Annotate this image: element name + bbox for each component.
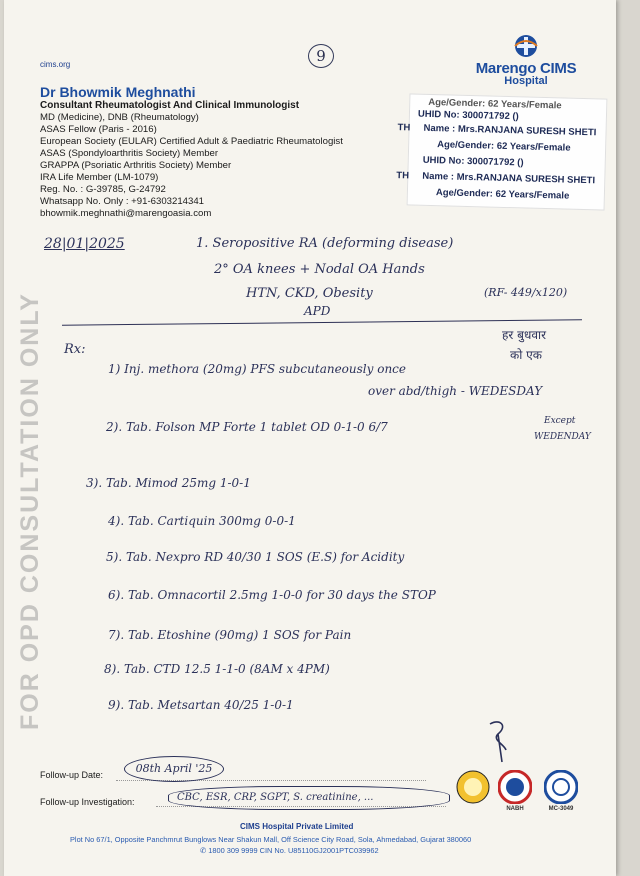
accreditation-badge-icon — [456, 770, 490, 804]
medication-line: 2). Tab. Folson MP Forte 1 tablet OD 0-1-0 6/7 — [106, 420, 388, 434]
medication-line: 8). Tab. CTD 12.5 1-1-0 (8AM x 4PM) — [104, 662, 330, 676]
sticker-name: Name : Mrs.RANJANA SURESH SHETI — [422, 170, 596, 187]
diagnosis-line: HTN, CKD, Obesity — [246, 286, 373, 301]
hospital-sub: Hospital — [504, 75, 548, 87]
watermark: FOR OPD CONSULTATION ONLY — [16, 292, 44, 730]
diagnosis-line: 2° OA knees + Nodal OA Hands — [214, 262, 425, 277]
footer-company: CIMS Hospital Private Limited — [240, 822, 354, 831]
credential-line: GRAPPA (Psoriatic Arthritis Society) Member — [40, 160, 232, 171]
medication-line: 1) Inj. methora (20mg) PFS subcutaneously once — [108, 362, 406, 376]
patient-sticker — [396, 93, 608, 210]
medication-note: WEDENDAY — [534, 432, 591, 442]
diagnosis-line: APD — [304, 304, 331, 318]
hospital-brand: Marengo CIMS — [475, 60, 577, 77]
medication-line: 5). Tab. Nexpro RD 40/30 1 SOS (E.S) for Acidity — [106, 550, 405, 564]
mc-label: MC-3049 — [548, 806, 574, 812]
sticker-age-partial: Age/Gender: 62 Years/Female — [428, 96, 562, 112]
sticker-uhid: UHID No: 300071792 () — [417, 108, 519, 123]
followup-investigation-value: CBC, ESR, CRP, SGPT, S. creatinine, ... — [168, 786, 450, 810]
credential-line: Whatsapp No. Only : +91-6303214341 — [40, 196, 205, 207]
divider — [62, 319, 582, 325]
credential-line: IRA Life Member (LM-1079) — [40, 172, 159, 183]
hindi-note: हर बुधवार — [502, 328, 547, 342]
nabl-badge-icon — [544, 770, 578, 804]
doctor-title: Consultant Rheumatologist And Clinical Immunologist — [40, 100, 300, 111]
credential-line: European Society (EULAR) Certified Adult & Paediatric Rheumatologist — [40, 136, 343, 147]
credential-line: Reg. No. : G-39785, G-24792 — [40, 184, 166, 195]
hindi-note: को एक — [510, 348, 542, 362]
medication-line: over abd/thigh - WEDESDAY — [368, 384, 543, 398]
nabh-badge-icon — [498, 770, 532, 804]
sticker-name: Name : Mrs.RANJANA SURESH SHETI — [423, 122, 597, 139]
cims-logo-icon — [511, 34, 541, 58]
medication-line: 7). Tab. Etoshine (90mg) 1 SOS for Pain — [108, 628, 352, 642]
medication-note: Except — [544, 416, 576, 426]
visit-date: 28|01|2025 — [44, 236, 125, 252]
followup-date-value: 08th April '25 — [124, 756, 224, 782]
sticker-uhid: UHID No: 300071792 () — [422, 154, 524, 169]
page-number: 9 — [308, 44, 334, 68]
followup-investigation-label: Follow-up Investigation: — [40, 797, 135, 807]
credential-line: ASAS (Spondyloarthritis Society) Member — [40, 148, 219, 159]
doctor-name: Dr Bhowmik Meghnathi — [40, 84, 196, 100]
credential-line: ASAS Fellow (Paris - 2016) — [40, 124, 157, 135]
medication-line: 4). Tab. Cartiquin 300mg 0-0-1 — [108, 514, 296, 528]
footer-address: Plot No 67/1, Opposite Panchmrut Bunglows Near Shakun Mall, Off Science City Road, Sola, Ahmedabad, Gujarat 380060 — [70, 835, 472, 844]
diagnosis-note: (RF- 449/x120) — [484, 286, 568, 299]
credential-line: MD (Medicine), DNB (Rheumatology) — [40, 112, 199, 123]
doctor-email: bhowmik.meghnathi@marengoasia.com — [40, 208, 212, 219]
doctor-signature — [480, 716, 520, 766]
rx-symbol: Rx: — [64, 342, 86, 357]
hospital-logo — [456, 34, 596, 100]
medication-line: 6). Tab. Omnacortil 2.5mg 1-0-0 for 30 days the STOP — [108, 588, 436, 602]
sticker-age: Age/Gender: 62 Years/Female — [437, 139, 571, 154]
medication-line: 3). Tab. Mimod 25mg 1-0-1 — [86, 476, 251, 490]
followup-date-label: Follow-up Date: — [40, 770, 104, 780]
diagnosis-line: 1. Seropositive RA (deforming disease) — [196, 236, 454, 251]
sticker-th: TH — [396, 170, 410, 182]
site-url: cims.org — [40, 60, 71, 69]
prescription-sheet — [4, 0, 616, 876]
sticker-age: Age/Gender: 62 Years/Female — [435, 187, 570, 202]
sticker-th: TH — [397, 122, 411, 134]
medication-line: 9). Tab. Metsartan 40/25 1-0-1 — [108, 698, 294, 712]
nabh-label: NABH — [506, 806, 524, 812]
footer-contact: ✆ 1800 309 9999 CIN No. U85110GJ2001PTC039962 — [200, 846, 379, 855]
